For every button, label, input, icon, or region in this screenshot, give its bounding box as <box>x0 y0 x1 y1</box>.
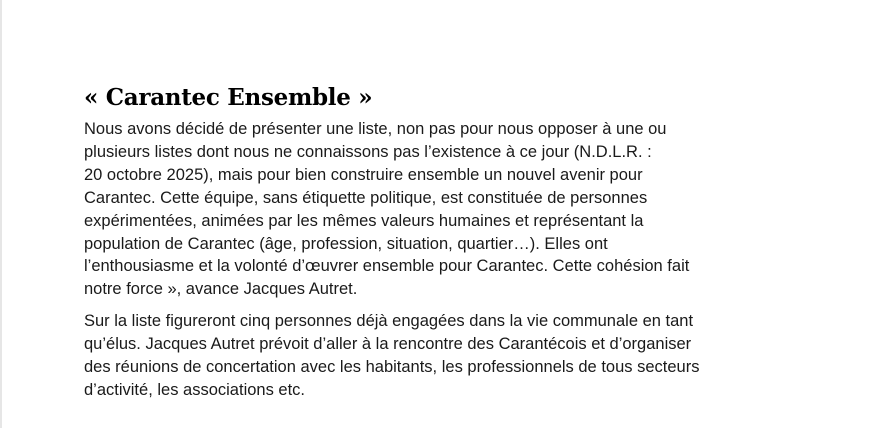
article-paragraph-1 <box>84 118 774 301</box>
paragraph-line: Nous avons décidé de présenter une liste, non pas pour nous opposer à une ou <box>84 120 667 138</box>
article <box>84 82 774 402</box>
paragraph-line: d’activité, les associations etc. <box>84 380 306 399</box>
article-paragraph-2 <box>84 310 774 402</box>
article-title: « Carantec Ensemble » <box>84 84 373 111</box>
paragraph-line: qu’élus. Jacques Autret prévoit d’aller à la rencontre des Carantécois et d’organiser <box>84 335 692 354</box>
left-border <box>0 0 2 428</box>
paragraph-line: plusieurs listes dont nous ne connaissons pas l’existence à ce jour (N.D.L.R. : <box>84 142 652 161</box>
paragraph-line: Sur la liste figureront cinq personnes déjà engagées dans la vie communale en tant <box>84 312 694 331</box>
paragraph-line: des réunions de concertation avec les habitants, les professionnels de tous secteurs <box>84 358 700 377</box>
paragraph-line: notre force », avance Jacques Autret. <box>84 280 358 299</box>
paragraph-line: population de Carantec (âge, profession, situation, quartier…). Elles ont <box>84 234 608 253</box>
paragraph-line: 20 octobre 2025), mais pour bien construire ensemble un nouvel avenir pour <box>84 165 643 184</box>
paragraph-line: expérimentées, animées par les mêmes valeurs humaines et représentant la <box>84 211 644 230</box>
paragraph-line: l’enthousiasme et la volonté d’œuvrer ensemble pour Carantec. Cette cohésion fait <box>84 257 690 276</box>
paragraph-line: Carantec. Cette équipe, sans étiquette politique, est constituée de personnes <box>84 188 648 207</box>
